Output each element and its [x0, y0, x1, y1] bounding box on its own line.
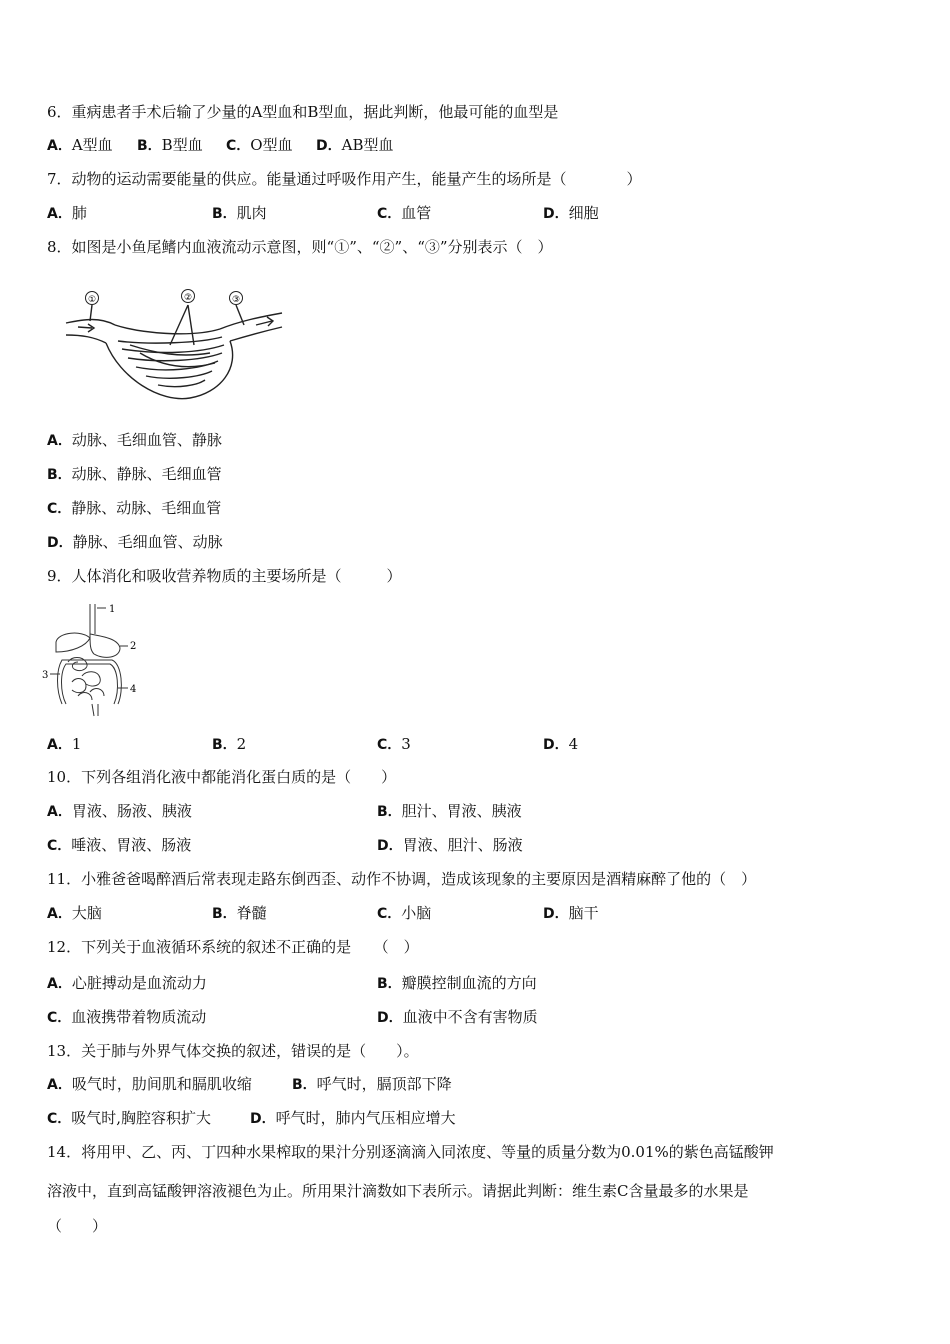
q6-option-c[interactable]: [226, 135, 293, 156]
q6-option-a-text: A型血: [71, 136, 113, 154]
q7-option-d-letter: D．: [543, 206, 569, 222]
q8-option-a[interactable]: [47, 430, 222, 451]
q12-option-a[interactable]: [47, 973, 207, 994]
q10-option-b[interactable]: [377, 801, 522, 822]
q8-option-b-letter: B．: [47, 467, 72, 483]
q7-option-b-letter: B．: [212, 206, 237, 222]
q10-stem: 10．下列各组消化液中都能消化蛋白质的是（ ）: [47, 768, 397, 786]
q8-option-d[interactable]: [47, 532, 223, 553]
q14-stem-line-3: （ ）: [47, 1217, 108, 1235]
q9-option-c-letter: C．: [377, 737, 402, 753]
q12-option-b-text: 瓣膜控制血流的方向: [401, 974, 537, 992]
q12-stem: 12．下列关于血液循环系统的叙述不正确的是 （ ）: [47, 938, 419, 956]
q6-option-c-letter: C．: [226, 138, 251, 154]
q6-option-b-letter: B．: [137, 138, 162, 154]
q14-stem-line-2: 溶液中，直到高锰酸钾溶液褪色为止。所用果汁滴数如下表所示。请据此判断：维生素C含量最多的水果是: [47, 1182, 749, 1200]
q9-option-a-letter: A．: [47, 737, 72, 753]
q7-option-b-text: 肌肉: [236, 204, 267, 222]
diagram-label-2: 2: [130, 641, 137, 652]
q11-option-d-text: 脑干: [568, 904, 599, 922]
q8-option-d-letter: D．: [47, 535, 73, 551]
q13-option-c-letter: C．: [47, 1111, 72, 1127]
q7-option-b[interactable]: [212, 203, 267, 224]
diagram-label-4: 4: [130, 684, 137, 695]
digestive-system-diagram: [42, 600, 147, 720]
q12-option-b-letter: B．: [377, 976, 402, 992]
diagram-label-3: ③: [231, 295, 241, 305]
q12-option-d[interactable]: [377, 1007, 538, 1028]
q7-option-a[interactable]: [47, 203, 87, 224]
q13-option-d-letter: D．: [250, 1111, 276, 1127]
fish-tail-blood-flow-diagram: [60, 283, 290, 413]
q13-option-d-text: 呼气时，肺内气压相应增大: [275, 1109, 456, 1127]
q13-option-b-text: 呼气时，膈顶部下降: [316, 1075, 452, 1093]
q7-option-c-letter: C．: [377, 206, 402, 222]
q6-option-a[interactable]: [47, 135, 113, 156]
q8-option-b-text: 动脉、静脉、毛细血管: [71, 465, 222, 483]
q11-option-a-text: 大脑: [71, 904, 102, 922]
diagram-label-1: 1: [109, 604, 116, 615]
q10-option-d-letter: D．: [377, 838, 403, 854]
diagram-label-2: ②: [183, 293, 193, 303]
q8-option-a-letter: A．: [47, 433, 72, 449]
q9-option-c-text: 3: [401, 735, 411, 753]
q6-option-d[interactable]: [316, 135, 393, 156]
q11-option-a[interactable]: [47, 903, 102, 924]
q6-option-d-letter: D．: [316, 138, 342, 154]
q10-option-c[interactable]: [47, 835, 191, 856]
q11-stem: 11．小雅爸爸喝醉酒后常表现走路东倒西歪、动作不协调，造成该现象的主要原因是酒精麻醉了他的（ ）: [47, 870, 757, 888]
q11-option-b-letter: B．: [212, 906, 237, 922]
q7-option-c[interactable]: [377, 203, 431, 224]
q12-option-b[interactable]: [377, 973, 537, 994]
q6-option-d-text: AB型血: [341, 136, 394, 154]
q11-option-c-letter: C．: [377, 906, 402, 922]
q11-option-c-text: 小脑: [401, 904, 432, 922]
q7-option-d-text: 细胞: [568, 204, 599, 222]
q11-option-d[interactable]: [543, 903, 599, 924]
q6-option-b[interactable]: [137, 135, 203, 156]
q14-stem-line-1: 14．将用甲、乙、丙、丁四种水果榨取的果汁分别逐滴滴入同浓度、等量的质量分数为0.01%的紫色高锰酸钾: [47, 1143, 774, 1161]
q12-option-d-letter: D．: [377, 1010, 403, 1026]
q13-option-a[interactable]: [47, 1074, 252, 1095]
q8-option-a-text: 动脉、毛细血管、静脉: [71, 431, 222, 449]
q12-option-c[interactable]: [47, 1007, 206, 1028]
q7-option-c-text: 血管: [401, 204, 432, 222]
q10-option-a[interactable]: [47, 801, 192, 822]
q13-option-b-letter: B．: [292, 1077, 317, 1093]
q6-option-b-text: B型血: [161, 136, 203, 154]
q12-option-c-text: 血液携带着物质流动: [71, 1008, 207, 1026]
q12-option-d-text: 血液中不含有害物质: [402, 1008, 538, 1026]
q13-option-d[interactable]: [250, 1108, 456, 1129]
diagram-label-3: 3: [42, 670, 49, 681]
q8-option-c-text: 静脉、动脉、毛细血管: [71, 499, 222, 517]
q10-option-c-text: 唾液、胃液、肠液: [71, 836, 192, 854]
q13-option-a-letter: A．: [47, 1077, 72, 1093]
q6-option-c-text: O型血: [250, 136, 293, 154]
q10-option-d[interactable]: [377, 835, 523, 856]
q7-option-d[interactable]: [543, 203, 599, 224]
q10-option-a-text: 胃液、肠液、胰液: [71, 802, 192, 820]
q13-option-c-text: 吸气时,胸腔容积扩大: [71, 1109, 212, 1127]
q9-option-b[interactable]: [212, 734, 246, 755]
q11-option-c[interactable]: [377, 903, 431, 924]
q6-option-a-letter: A．: [47, 138, 72, 154]
q8-option-d-text: 静脉、毛细血管、动脉: [72, 533, 223, 551]
q9-option-b-letter: B．: [212, 737, 237, 753]
q9-option-b-text: 2: [236, 735, 247, 753]
q9-option-a[interactable]: [47, 734, 81, 755]
q10-option-b-letter: B．: [377, 804, 402, 820]
q9-option-c[interactable]: [377, 734, 411, 755]
q12-option-a-letter: A．: [47, 976, 72, 992]
q6-stem: 6．重病患者手术后输了少量的A型血和B型血，据此判断，他最可能的血型是: [47, 103, 559, 121]
q7-option-a-text: 肺: [71, 204, 87, 222]
q11-option-b[interactable]: [212, 903, 267, 924]
q9-option-d[interactable]: [543, 734, 578, 755]
q11-option-b-text: 脊髓: [236, 904, 267, 922]
q13-stem: 13．关于肺与外界气体交换的叙述，错误的是（ ）。: [47, 1042, 419, 1060]
q9-option-d-text: 4: [568, 735, 579, 753]
q7-option-a-letter: A．: [47, 206, 72, 222]
q10-option-b-text: 胆汁、胃液、胰液: [401, 802, 522, 820]
diagram-label-1: ①: [87, 295, 97, 305]
q9-option-a-text: 1: [71, 735, 82, 753]
q11-option-d-letter: D．: [543, 906, 569, 922]
q12-option-c-letter: C．: [47, 1010, 72, 1026]
q9-stem: 9．人体消化和吸收营养物质的主要场所是（ ）: [47, 567, 402, 585]
q10-option-d-text: 胃液、胆汁、肠液: [402, 836, 523, 854]
q13-option-a-text: 吸气时，肋间肌和膈肌收缩: [71, 1075, 252, 1093]
q13-option-c[interactable]: [47, 1108, 211, 1129]
q12-option-a-text: 心脏搏动是血流动力: [71, 974, 207, 992]
q8-stem: 8．如图是小鱼尾鳍内血液流动示意图，则“①”、“②”、“③”分别表示（ ）: [47, 238, 553, 256]
q8-option-c[interactable]: [47, 498, 221, 519]
q13-option-b[interactable]: [292, 1074, 452, 1095]
q9-option-d-letter: D．: [543, 737, 569, 753]
q10-option-c-letter: C．: [47, 838, 72, 854]
q8-option-c-letter: C．: [47, 501, 72, 517]
q8-option-b[interactable]: [47, 464, 222, 485]
q7-stem: 7．动物的运动需要能量的供应。能量通过呼吸作用产生，能量产生的场所是（ ）: [47, 170, 642, 188]
q10-option-a-letter: A．: [47, 804, 72, 820]
q11-option-a-letter: A．: [47, 906, 72, 922]
